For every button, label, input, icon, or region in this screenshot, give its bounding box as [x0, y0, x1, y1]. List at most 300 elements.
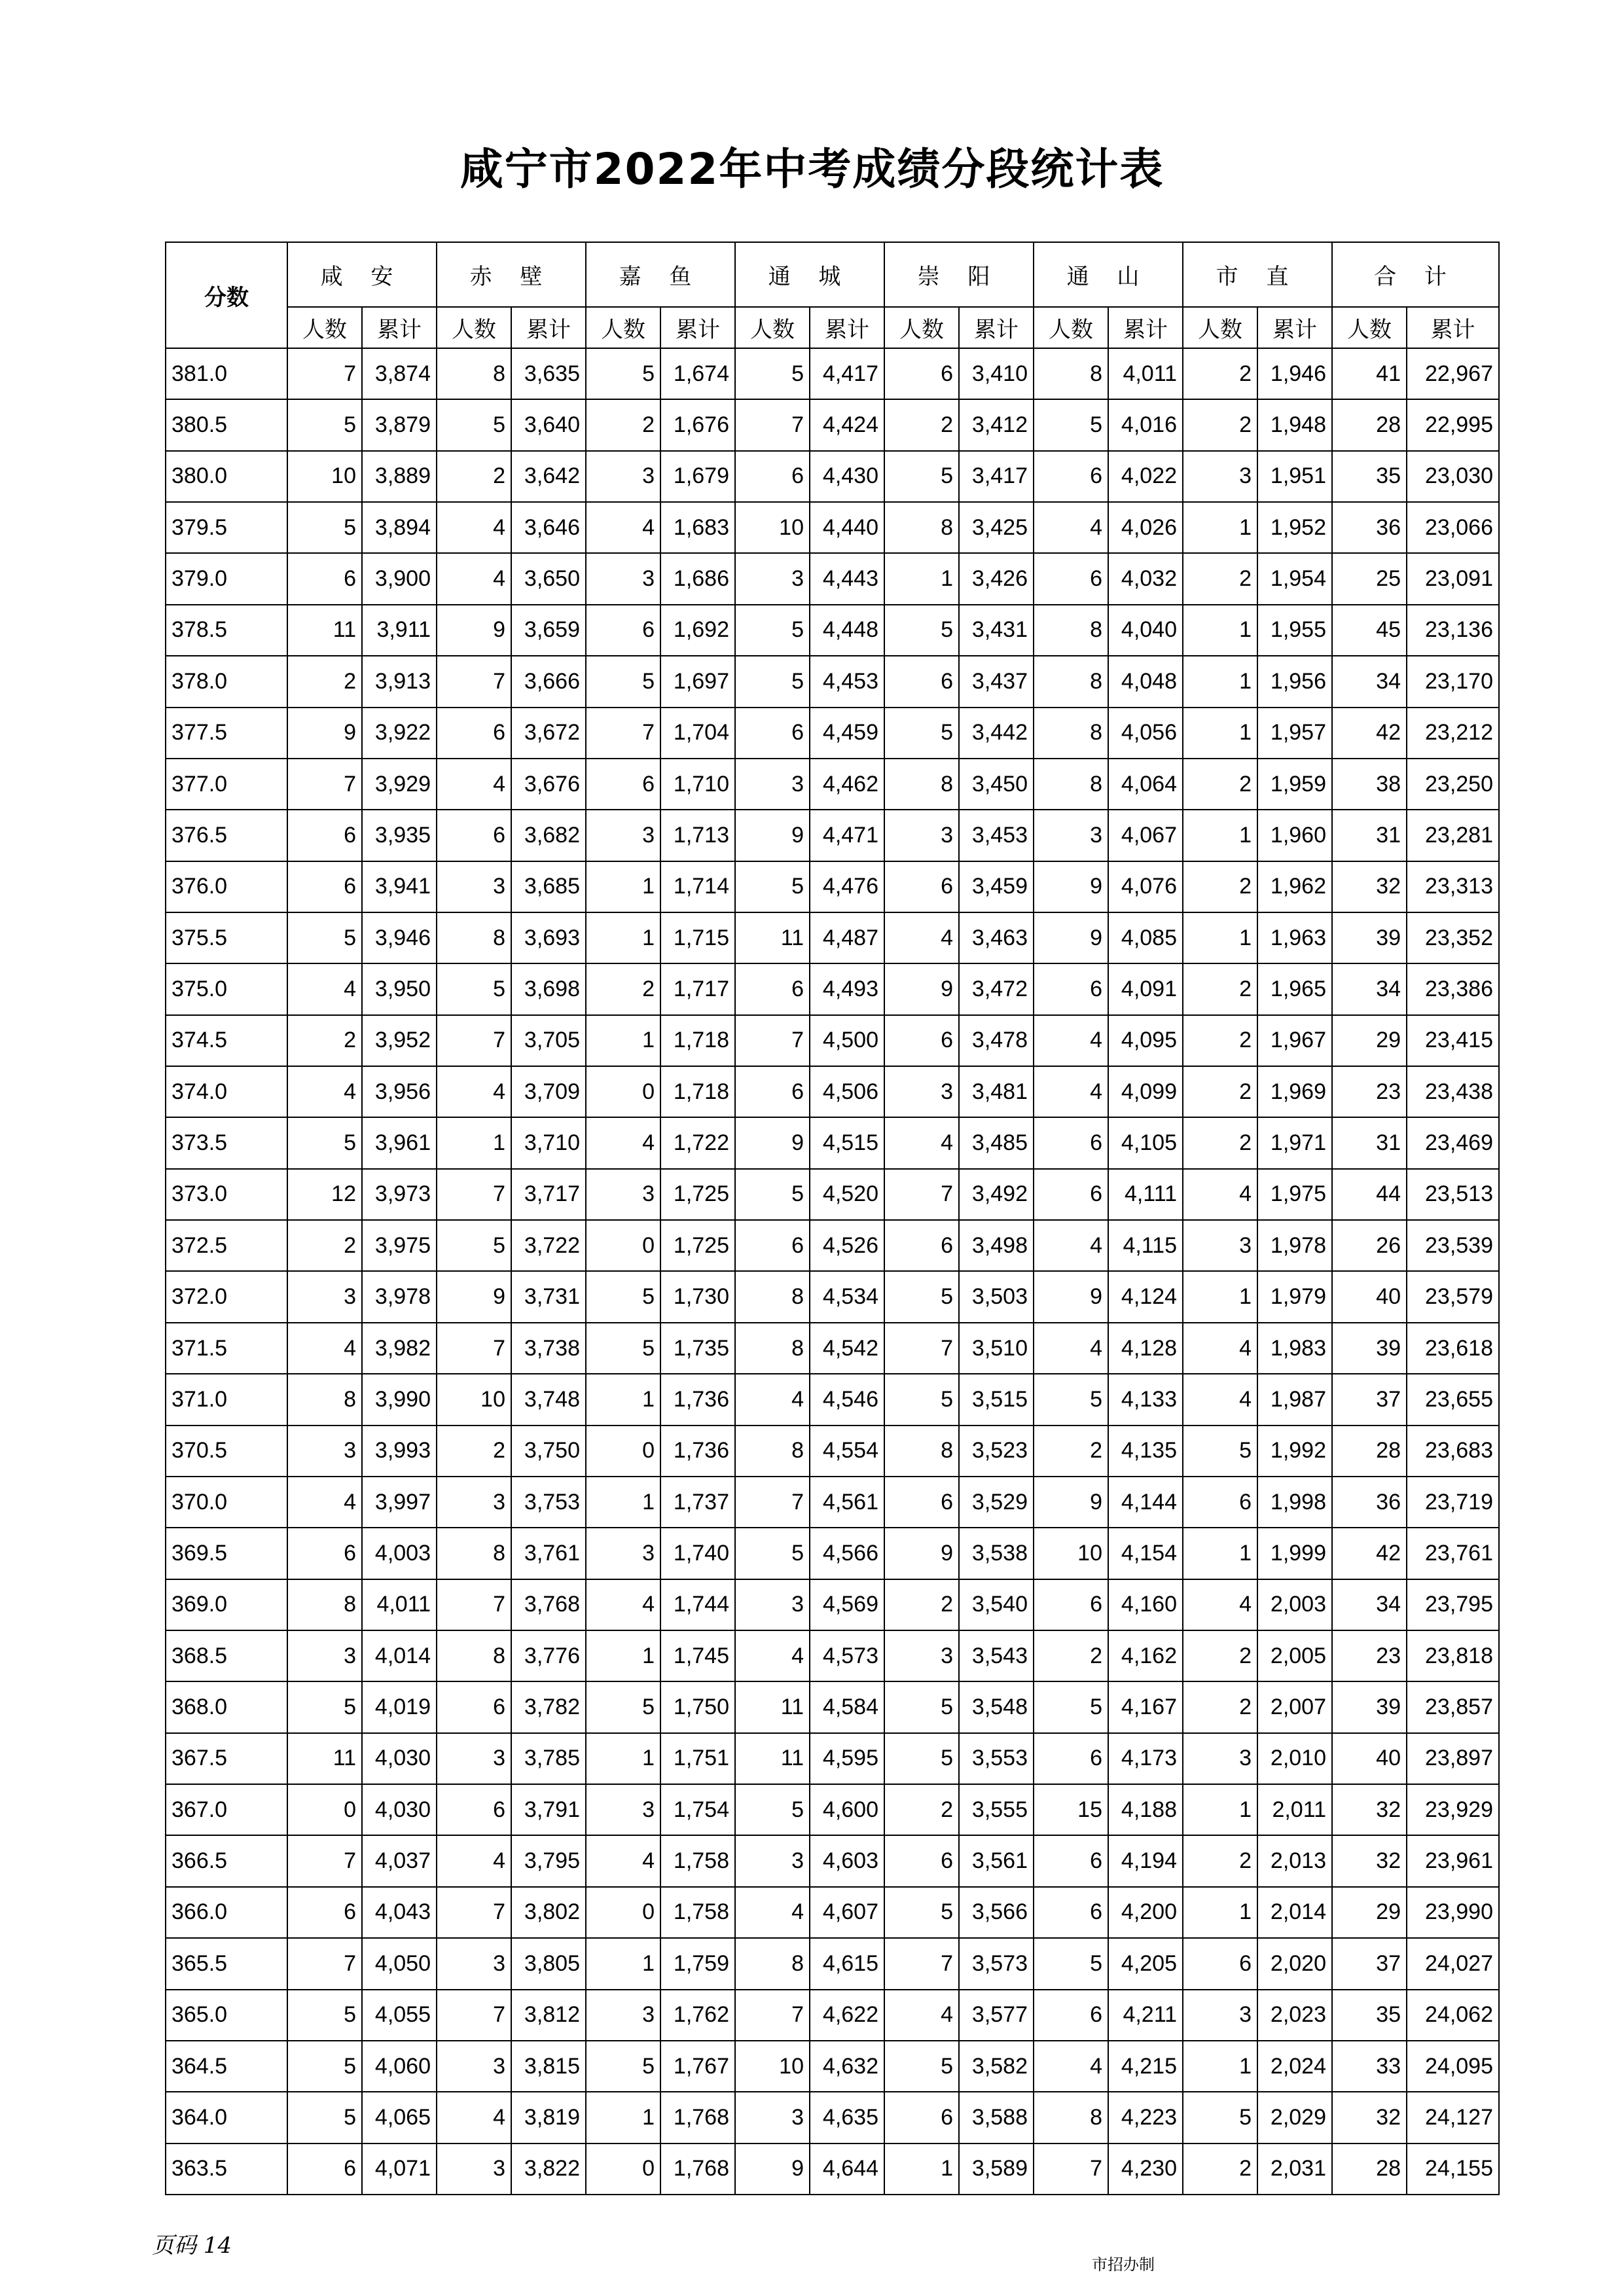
count-cell: 7 [437, 1169, 511, 1220]
score-cell: 371.5 [166, 1323, 287, 1374]
count-cell: 2 [1034, 1630, 1108, 1681]
cumulative-cell: 4,215 [1108, 2041, 1183, 2092]
cumulative-cell: 3,705 [511, 1015, 586, 1066]
cumulative-cell: 3,650 [511, 553, 586, 604]
count-cell: 6 [586, 605, 660, 656]
cumulative-cell: 2,029 [1257, 2092, 1332, 2143]
count-cell: 6 [884, 1835, 959, 1886]
score-cell: 368.0 [166, 1681, 287, 1732]
count-cell: 23 [1332, 1066, 1407, 1117]
count-cell: 2 [1183, 553, 1257, 604]
count-cell: 9 [437, 1271, 511, 1322]
cumulative-cell: 3,566 [959, 1887, 1034, 1938]
count-cell: 4 [1034, 2041, 1108, 2092]
count-cell: 7 [586, 708, 660, 759]
count-cell: 5 [1034, 399, 1108, 450]
cumulative-cell: 24,027 [1407, 1938, 1499, 1989]
score-cell: 376.0 [166, 861, 287, 912]
table-row [166, 1066, 1499, 1117]
cumulative-cell: 4,043 [362, 1887, 437, 1938]
cumulative-cell: 2,020 [1257, 1938, 1332, 1989]
cumulative-cell: 4,076 [1108, 861, 1183, 912]
cumulative-cell: 1,740 [660, 1528, 735, 1579]
cumulative-cell: 3,791 [511, 1784, 586, 1835]
score-cell: 381.0 [166, 348, 287, 399]
cumulative-cell: 3,815 [511, 2041, 586, 2092]
table-row [166, 399, 1499, 450]
cumulative-cell: 4,440 [810, 502, 884, 553]
count-cell: 3 [1034, 810, 1108, 861]
district-header: 咸 安 [287, 242, 437, 307]
cumulative-cell: 1,768 [660, 2144, 735, 2195]
cumulative-cell: 1,971 [1257, 1117, 1332, 1168]
count-cell: 3 [735, 1579, 810, 1630]
table-row [166, 2144, 1499, 2195]
score-cell: 372.5 [166, 1220, 287, 1271]
count-cell: 4 [437, 2092, 511, 2143]
count-cell: 40 [1332, 1271, 1407, 1322]
cumulative-cell: 24,127 [1407, 2092, 1499, 2143]
count-cell: 8 [1034, 656, 1108, 707]
count-cell: 2 [1183, 1835, 1257, 1886]
table-row [166, 759, 1499, 810]
count-cell: 2 [1183, 963, 1257, 1014]
cumulative-cell: 4,622 [810, 1990, 884, 2041]
cumulative-cell: 4,037 [362, 1835, 437, 1886]
count-cell: 4 [1034, 502, 1108, 553]
count-cell: 4 [586, 1117, 660, 1168]
count-cell: 6 [1183, 1938, 1257, 1989]
cumulative-cell: 4,188 [1108, 1784, 1183, 1835]
cumulative-cell: 4,471 [810, 810, 884, 861]
table-row [166, 963, 1499, 1014]
count-cell: 4 [1183, 1579, 1257, 1630]
count-cell: 9 [735, 1117, 810, 1168]
cumulative-cell: 4,506 [810, 1066, 884, 1117]
cumulative-cell: 23,857 [1407, 1681, 1499, 1732]
count-cell: 3 [1183, 451, 1257, 502]
cumulative-cell: 3,515 [959, 1374, 1034, 1425]
cumulative-cell: 3,975 [362, 1220, 437, 1271]
count-cell: 35 [1332, 451, 1407, 502]
count-cell: 8 [1034, 759, 1108, 810]
count-cell: 2 [287, 1015, 362, 1066]
score-cell: 364.0 [166, 2092, 287, 2143]
cumulative-subheader: 累计 [959, 307, 1034, 348]
cumulative-cell: 2,014 [1257, 1887, 1332, 1938]
score-cell: 367.5 [166, 1733, 287, 1784]
count-cell: 5 [287, 2092, 362, 2143]
count-cell: 5 [735, 605, 810, 656]
count-cell: 7 [735, 1990, 810, 2041]
count-cell: 5 [437, 399, 511, 450]
cumulative-cell: 3,950 [362, 963, 437, 1014]
cumulative-cell: 3,540 [959, 1579, 1034, 1630]
cumulative-cell: 3,472 [959, 963, 1034, 1014]
cumulative-cell: 4,154 [1108, 1528, 1183, 1579]
count-cell: 3 [586, 451, 660, 502]
cumulative-cell: 3,710 [511, 1117, 586, 1168]
cumulative-cell: 4,056 [1108, 708, 1183, 759]
count-cell: 8 [287, 1374, 362, 1425]
score-cell: 373.0 [166, 1169, 287, 1220]
cumulative-cell: 3,425 [959, 502, 1034, 553]
cumulative-cell: 3,894 [362, 502, 437, 553]
count-cell: 28 [1332, 399, 1407, 450]
cumulative-cell: 3,776 [511, 1630, 586, 1681]
count-cell: 45 [1332, 605, 1407, 656]
cumulative-cell: 3,738 [511, 1323, 586, 1374]
cumulative-cell: 4,040 [1108, 605, 1183, 656]
count-subheader: 人数 [586, 307, 660, 348]
cumulative-cell: 1,736 [660, 1426, 735, 1477]
cumulative-cell: 3,822 [511, 2144, 586, 2195]
count-cell: 7 [437, 1015, 511, 1066]
cumulative-cell: 4,016 [1108, 399, 1183, 450]
count-subheader: 人数 [1332, 307, 1407, 348]
cumulative-cell: 4,111 [1108, 1169, 1183, 1220]
count-cell: 2 [287, 1220, 362, 1271]
count-cell: 31 [1332, 1117, 1407, 1168]
count-cell: 1 [586, 1733, 660, 1784]
cumulative-cell: 1,674 [660, 348, 735, 399]
cumulative-cell: 3,911 [362, 605, 437, 656]
cumulative-cell: 2,010 [1257, 1733, 1332, 1784]
cumulative-cell: 3,782 [511, 1681, 586, 1732]
count-cell: 0 [586, 1887, 660, 1938]
count-cell: 6 [735, 1220, 810, 1271]
count-cell: 3 [586, 1990, 660, 2041]
cumulative-cell: 3,785 [511, 1733, 586, 1784]
score-cell: 367.0 [166, 1784, 287, 1835]
cumulative-cell: 23,030 [1407, 451, 1499, 502]
cumulative-cell: 4,032 [1108, 553, 1183, 604]
cumulative-cell: 4,476 [810, 861, 884, 912]
cumulative-cell: 3,682 [511, 810, 586, 861]
cumulative-cell: 3,417 [959, 451, 1034, 502]
cumulative-cell: 4,546 [810, 1374, 884, 1425]
count-cell: 2 [1183, 348, 1257, 399]
score-cell: 377.0 [166, 759, 287, 810]
cumulative-cell: 4,064 [1108, 759, 1183, 810]
cumulative-cell: 4,200 [1108, 1887, 1183, 1938]
cumulative-cell: 3,659 [511, 605, 586, 656]
cumulative-cell: 4,573 [810, 1630, 884, 1681]
count-cell: 5 [287, 1117, 362, 1168]
score-column-header: 分数 [166, 242, 287, 348]
count-cell: 8 [735, 1426, 810, 1477]
table-row [166, 1426, 1499, 1477]
count-cell: 7 [287, 759, 362, 810]
score-cell: 378.0 [166, 656, 287, 707]
cumulative-cell: 1,758 [660, 1887, 735, 1938]
cumulative-cell: 3,573 [959, 1938, 1034, 1989]
cumulative-cell: 4,600 [810, 1784, 884, 1835]
score-cell: 375.0 [166, 963, 287, 1014]
count-cell: 8 [437, 1528, 511, 1579]
cumulative-cell: 23,618 [1407, 1323, 1499, 1374]
count-cell: 25 [1332, 553, 1407, 604]
count-cell: 5 [735, 348, 810, 399]
count-cell: 5 [287, 399, 362, 450]
count-cell: 7 [735, 1015, 810, 1066]
cumulative-cell: 4,071 [362, 2144, 437, 2195]
count-subheader: 人数 [735, 307, 810, 348]
count-cell: 7 [437, 1990, 511, 2041]
cumulative-subheader: 累计 [362, 307, 437, 348]
count-cell: 11 [287, 605, 362, 656]
count-cell: 1 [586, 1630, 660, 1681]
cumulative-cell: 3,426 [959, 553, 1034, 604]
score-cell: 380.0 [166, 451, 287, 502]
cumulative-cell: 3,538 [959, 1528, 1034, 1579]
count-cell: 6 [1034, 1117, 1108, 1168]
count-cell: 2 [884, 1579, 959, 1630]
cumulative-cell: 4,520 [810, 1169, 884, 1220]
count-cell: 6 [735, 451, 810, 502]
count-cell: 0 [586, 1220, 660, 1271]
count-cell: 4 [1183, 1374, 1257, 1425]
score-cell: 371.0 [166, 1374, 287, 1425]
cumulative-cell: 4,095 [1108, 1015, 1183, 1066]
cumulative-cell: 23,579 [1407, 1271, 1499, 1322]
count-cell: 6 [287, 810, 362, 861]
cumulative-cell: 4,085 [1108, 912, 1183, 963]
count-cell: 4 [437, 553, 511, 604]
table-body [166, 348, 1499, 2195]
cumulative-cell: 1,725 [660, 1169, 735, 1220]
cumulative-cell: 23,438 [1407, 1066, 1499, 1117]
count-cell: 6 [884, 1477, 959, 1528]
cumulative-cell: 23,170 [1407, 656, 1499, 707]
count-cell: 42 [1332, 708, 1407, 759]
count-cell: 5 [287, 912, 362, 963]
cumulative-cell: 1,978 [1257, 1220, 1332, 1271]
count-cell: 10 [1034, 1528, 1108, 1579]
count-cell: 0 [586, 2144, 660, 2195]
count-cell: 4 [884, 912, 959, 963]
district-header: 崇 阳 [884, 242, 1034, 307]
cumulative-cell: 23,683 [1407, 1426, 1499, 1477]
count-cell: 10 [735, 2041, 810, 2092]
score-cell: 366.5 [166, 1835, 287, 1886]
cumulative-cell: 3,753 [511, 1477, 586, 1528]
cumulative-cell: 3,577 [959, 1990, 1034, 2041]
page-title: 咸宁市2022年中考成绩分段统计表 [460, 144, 1164, 194]
cumulative-cell: 4,635 [810, 2092, 884, 2143]
cumulative-cell: 4,115 [1108, 1220, 1183, 1271]
score-cell: 372.0 [166, 1271, 287, 1322]
score-cell: 366.0 [166, 1887, 287, 1938]
count-cell: 8 [884, 502, 959, 553]
table-row [166, 1477, 1499, 1528]
count-cell: 31 [1332, 810, 1407, 861]
table-row [166, 502, 1499, 553]
count-cell: 6 [1034, 1733, 1108, 1784]
table-row [166, 1169, 1499, 1220]
cumulative-cell: 3,812 [511, 1990, 586, 2041]
cumulative-cell: 1,710 [660, 759, 735, 810]
count-cell: 2 [437, 1426, 511, 1477]
cumulative-cell: 23,281 [1407, 810, 1499, 861]
count-cell: 4 [287, 1323, 362, 1374]
count-cell: 5 [437, 963, 511, 1014]
cumulative-cell: 4,167 [1108, 1681, 1183, 1732]
cumulative-cell: 3,879 [362, 399, 437, 450]
cumulative-cell: 1,956 [1257, 656, 1332, 707]
cumulative-cell: 3,956 [362, 1066, 437, 1117]
table-row [166, 605, 1499, 656]
cumulative-cell: 4,135 [1108, 1426, 1183, 1477]
cumulative-cell: 1,768 [660, 2092, 735, 2143]
count-cell: 42 [1332, 1528, 1407, 1579]
count-cell: 5 [1034, 1374, 1108, 1425]
cumulative-cell: 3,997 [362, 1477, 437, 1528]
cumulative-cell: 23,818 [1407, 1630, 1499, 1681]
count-cell: 6 [1183, 1477, 1257, 1528]
cumulative-cell: 22,967 [1407, 348, 1499, 399]
cumulative-cell: 3,485 [959, 1117, 1034, 1168]
cumulative-cell: 3,693 [511, 912, 586, 963]
cumulative-cell: 3,874 [362, 348, 437, 399]
cumulative-cell: 1,946 [1257, 348, 1332, 399]
cumulative-cell: 3,529 [959, 1477, 1034, 1528]
count-cell: 4 [437, 502, 511, 553]
count-cell: 8 [1034, 605, 1108, 656]
count-cell: 6 [437, 1784, 511, 1835]
count-cell: 9 [1034, 1477, 1108, 1528]
count-cell: 6 [287, 861, 362, 912]
cumulative-cell: 23,250 [1407, 759, 1499, 810]
cumulative-cell: 23,961 [1407, 1835, 1499, 1886]
count-cell: 2 [884, 399, 959, 450]
count-cell: 3 [586, 1169, 660, 1220]
count-cell: 6 [1034, 1990, 1108, 2041]
district-header: 赤 壁 [437, 242, 586, 307]
cumulative-cell: 3,941 [362, 861, 437, 912]
cumulative-cell: 1,954 [1257, 553, 1332, 604]
cumulative-cell: 3,548 [959, 1681, 1034, 1732]
count-cell: 1 [586, 861, 660, 912]
count-cell: 6 [1034, 451, 1108, 502]
count-cell: 38 [1332, 759, 1407, 810]
cumulative-cell: 3,750 [511, 1426, 586, 1477]
count-cell: 5 [884, 451, 959, 502]
count-cell: 7 [287, 348, 362, 399]
cumulative-cell: 4,526 [810, 1220, 884, 1271]
cumulative-cell: 1,998 [1257, 1477, 1332, 1528]
cumulative-cell: 3,561 [959, 1835, 1034, 1886]
count-cell: 2 [1183, 1630, 1257, 1681]
cumulative-cell: 1,722 [660, 1117, 735, 1168]
cumulative-cell: 4,230 [1108, 2144, 1183, 2195]
cumulative-cell: 1,676 [660, 399, 735, 450]
score-cell: 379.0 [166, 553, 287, 604]
cumulative-cell: 1,969 [1257, 1066, 1332, 1117]
cumulative-cell: 1,715 [660, 912, 735, 963]
cumulative-cell: 1,979 [1257, 1271, 1332, 1322]
count-cell: 39 [1332, 912, 1407, 963]
count-cell: 9 [1034, 1271, 1108, 1322]
cumulative-cell: 4,022 [1108, 451, 1183, 502]
cumulative-cell: 3,961 [362, 1117, 437, 1168]
count-cell: 37 [1332, 1938, 1407, 1989]
count-cell: 33 [1332, 2041, 1407, 2092]
cumulative-cell: 24,155 [1407, 2144, 1499, 2195]
cumulative-cell: 4,607 [810, 1887, 884, 1938]
count-cell: 6 [884, 656, 959, 707]
table-row [166, 1630, 1499, 1681]
cumulative-subheader: 累计 [660, 307, 735, 348]
cumulative-cell: 3,698 [511, 963, 586, 1014]
count-cell: 4 [287, 1066, 362, 1117]
cumulative-cell: 4,205 [1108, 1938, 1183, 1989]
cumulative-cell: 2,005 [1257, 1630, 1332, 1681]
score-cell: 365.5 [166, 1938, 287, 1989]
count-cell: 11 [735, 1733, 810, 1784]
cumulative-cell: 1,725 [660, 1220, 735, 1271]
cumulative-cell: 4,011 [1108, 348, 1183, 399]
cumulative-cell: 1,963 [1257, 912, 1332, 963]
cumulative-cell: 1,758 [660, 1835, 735, 1886]
cumulative-cell: 4,030 [362, 1733, 437, 1784]
cumulative-cell: 3,437 [959, 656, 1034, 707]
cumulative-cell: 3,761 [511, 1528, 586, 1579]
cumulative-cell: 3,913 [362, 656, 437, 707]
count-cell: 6 [1034, 1835, 1108, 1886]
cumulative-cell: 4,194 [1108, 1835, 1183, 1886]
count-cell: 2 [586, 399, 660, 450]
cumulative-cell: 4,424 [810, 399, 884, 450]
count-cell: 35 [1332, 1990, 1407, 2041]
cumulative-cell: 1,692 [660, 605, 735, 656]
count-cell: 36 [1332, 1477, 1407, 1528]
cumulative-cell: 1,999 [1257, 1528, 1332, 1579]
cumulative-cell: 4,453 [810, 656, 884, 707]
count-cell: 32 [1332, 1835, 1407, 1886]
cumulative-cell: 4,561 [810, 1477, 884, 1528]
count-cell: 1 [1183, 1887, 1257, 1938]
count-cell: 9 [735, 2144, 810, 2195]
cumulative-cell: 1,960 [1257, 810, 1332, 861]
cumulative-cell: 3,795 [511, 1835, 586, 1886]
count-cell: 0 [287, 1784, 362, 1835]
table-row [166, 553, 1499, 604]
count-cell: 9 [884, 963, 959, 1014]
count-cell: 8 [1034, 348, 1108, 399]
count-subheader: 人数 [437, 307, 511, 348]
count-subheader: 人数 [1183, 307, 1257, 348]
count-cell: 6 [287, 553, 362, 604]
count-cell: 3 [287, 1271, 362, 1322]
count-cell: 1 [586, 2092, 660, 2143]
cumulative-cell: 23,897 [1407, 1733, 1499, 1784]
cumulative-cell: 3,450 [959, 759, 1034, 810]
cumulative-cell: 1,951 [1257, 451, 1332, 502]
cumulative-cell: 4,515 [810, 1117, 884, 1168]
count-cell: 4 [586, 1579, 660, 1630]
count-cell: 39 [1332, 1681, 1407, 1732]
table-row [166, 1374, 1499, 1425]
count-cell: 7 [735, 1477, 810, 1528]
count-cell: 28 [1332, 1426, 1407, 1477]
count-cell: 5 [437, 1220, 511, 1271]
count-cell: 1 [1183, 1784, 1257, 1835]
count-cell: 3 [586, 553, 660, 604]
count-cell: 0 [586, 1066, 660, 1117]
cumulative-cell: 3,492 [959, 1169, 1034, 1220]
cumulative-cell: 3,510 [959, 1323, 1034, 1374]
